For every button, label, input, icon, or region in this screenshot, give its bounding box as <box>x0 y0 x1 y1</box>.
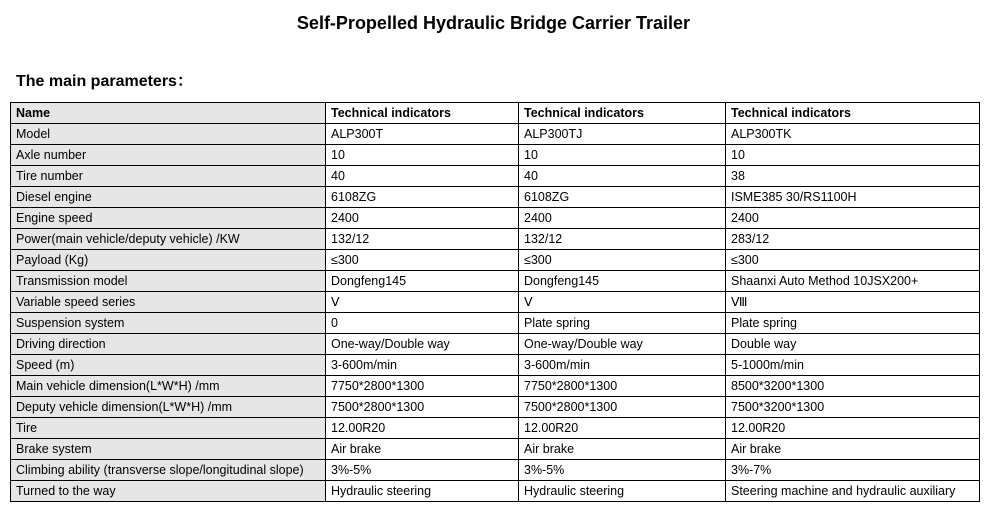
parameter-name-cell: Driving direction <box>11 334 326 355</box>
value-cell-alp300t: 7500*2800*1300 <box>326 397 519 418</box>
parameter-name-cell: Main vehicle dimension(L*W*H) /mm <box>11 376 326 397</box>
value-cell-alp300t: 132/12 <box>326 229 519 250</box>
table-row <box>11 271 980 292</box>
parameter-name-cell: Brake system <box>11 439 326 460</box>
document-title: Self-Propelled Hydraulic Bridge Carrier Trailer <box>296 13 691 33</box>
parameter-name-cell: Diesel engine <box>11 187 326 208</box>
table-row <box>11 418 980 439</box>
table-row <box>11 145 980 166</box>
value-cell-alp300tj: 7750*2800*1300 <box>519 376 726 397</box>
value-cell-alp300t: 3%-5% <box>326 460 519 481</box>
parameter-name-cell: Tire <box>11 418 326 439</box>
table-row <box>11 376 980 397</box>
column-header-indicators-3: Technical indicators <box>726 103 980 124</box>
value-cell-alp300tj: 3-600m/min <box>519 355 726 376</box>
parameters-table <box>10 102 980 502</box>
table-row <box>11 334 980 355</box>
value-cell-alp300tk: Steering machine and hydraulic auxiliary <box>726 481 980 502</box>
column-header-name: Name <box>11 103 326 124</box>
parameter-name-cell: Turned to the way <box>11 481 326 502</box>
value-cell-alp300tj: ≤300 <box>519 250 726 271</box>
value-cell-alp300tk: 38 <box>726 166 980 187</box>
parameter-name-cell: Power(main vehicle/deputy vehicle) /KW <box>11 229 326 250</box>
value-cell-alp300tj: Hydraulic steering <box>519 481 726 502</box>
parameter-name-cell: Variable speed series <box>11 292 326 313</box>
value-cell-alp300tk: Plate spring <box>726 313 980 334</box>
value-cell-alp300tj: 3%-5% <box>519 460 726 481</box>
table-row <box>11 439 980 460</box>
table-row <box>11 229 980 250</box>
value-cell-alp300t: 2400 <box>326 208 519 229</box>
table-row <box>11 460 980 481</box>
value-cell-alp300tk: 10 <box>726 145 980 166</box>
parameter-name-cell: Engine speed <box>11 208 326 229</box>
parameter-name-cell: Climbing ability (transverse slope/longitudinal slope) <box>11 460 326 481</box>
table-row <box>11 481 980 502</box>
value-cell-alp300tk: ALP300TK <box>726 124 980 145</box>
value-cell-alp300t: 12.00R20 <box>326 418 519 439</box>
value-cell-alp300tj: 7500*2800*1300 <box>519 397 726 418</box>
value-cell-alp300tj: 10 <box>519 145 726 166</box>
value-cell-alp300t: 40 <box>326 166 519 187</box>
table-row <box>11 187 980 208</box>
value-cell-alp300tk: 3%-7% <box>726 460 980 481</box>
parameter-name-cell: Transmission model <box>11 271 326 292</box>
value-cell-alp300t: One-way/Double way <box>326 334 519 355</box>
value-cell-alp300tj: 2400 <box>519 208 726 229</box>
parameter-name-cell: Suspension system <box>11 313 326 334</box>
parameter-name-cell: Speed (m) <box>11 355 326 376</box>
table-row <box>11 208 980 229</box>
parameter-name-cell: Model <box>11 124 326 145</box>
parameter-name-cell: Axle number <box>11 145 326 166</box>
table-row <box>11 124 980 145</box>
value-cell-alp300tk: ISME385 30/RS1100H <box>726 187 980 208</box>
table-row <box>11 166 980 187</box>
value-cell-alp300tk: Ⅷ <box>726 292 980 313</box>
column-header-indicators-2: Technical indicators <box>519 103 726 124</box>
value-cell-alp300tk: 7500*3200*1300 <box>726 397 980 418</box>
table-row <box>11 313 980 334</box>
section-heading: The main parameters： <box>16 73 193 90</box>
value-cell-alp300t: Hydraulic steering <box>326 481 519 502</box>
value-cell-alp300tk: Air brake <box>726 439 980 460</box>
value-cell-alp300tk: 12.00R20 <box>726 418 980 439</box>
value-cell-alp300t: 6108ZG <box>326 187 519 208</box>
value-cell-alp300tk: 8500*3200*1300 <box>726 376 980 397</box>
value-cell-alp300tj: 40 <box>519 166 726 187</box>
value-cell-alp300t: 0 <box>326 313 519 334</box>
value-cell-alp300tj: 132/12 <box>519 229 726 250</box>
value-cell-alp300t: Ⅴ <box>326 292 519 313</box>
value-cell-alp300tj: 6108ZG <box>519 187 726 208</box>
value-cell-alp300t: ≤300 <box>326 250 519 271</box>
parameter-name-cell: Tire number <box>11 166 326 187</box>
value-cell-alp300tj: Plate spring <box>519 313 726 334</box>
value-cell-alp300tk: Double way <box>726 334 980 355</box>
table-row <box>11 250 980 271</box>
table-body <box>11 124 980 502</box>
value-cell-alp300tk: ≤300 <box>726 250 980 271</box>
value-cell-alp300t: 7750*2800*1300 <box>326 376 519 397</box>
parameter-name-cell: Deputy vehicle dimension(L*W*H) /mm <box>11 397 326 418</box>
value-cell-alp300tj: Ⅴ <box>519 292 726 313</box>
value-cell-alp300tj: 12.00R20 <box>519 418 726 439</box>
table-row <box>11 397 980 418</box>
value-cell-alp300t: 10 <box>326 145 519 166</box>
value-cell-alp300tj: Air brake <box>519 439 726 460</box>
value-cell-alp300tj: ALP300TJ <box>519 124 726 145</box>
table-row <box>11 292 980 313</box>
table-header-row <box>11 103 980 124</box>
value-cell-alp300tj: One-way/Double way <box>519 334 726 355</box>
value-cell-alp300t: Dongfeng145 <box>326 271 519 292</box>
value-cell-alp300tj: Dongfeng145 <box>519 271 726 292</box>
value-cell-alp300t: Air brake <box>326 439 519 460</box>
value-cell-alp300t: 3-600m/min <box>326 355 519 376</box>
value-cell-alp300tk: 283/12 <box>726 229 980 250</box>
value-cell-alp300t: ALP300T <box>326 124 519 145</box>
column-header-indicators-1: Technical indicators <box>326 103 519 124</box>
parameter-name-cell: Payload (Kg) <box>11 250 326 271</box>
value-cell-alp300tk: Shaanxi Auto Method 10JSX200+ <box>726 271 980 292</box>
value-cell-alp300tk: 2400 <box>726 208 980 229</box>
table-row <box>11 355 980 376</box>
value-cell-alp300tk: 5-1000m/min <box>726 355 980 376</box>
